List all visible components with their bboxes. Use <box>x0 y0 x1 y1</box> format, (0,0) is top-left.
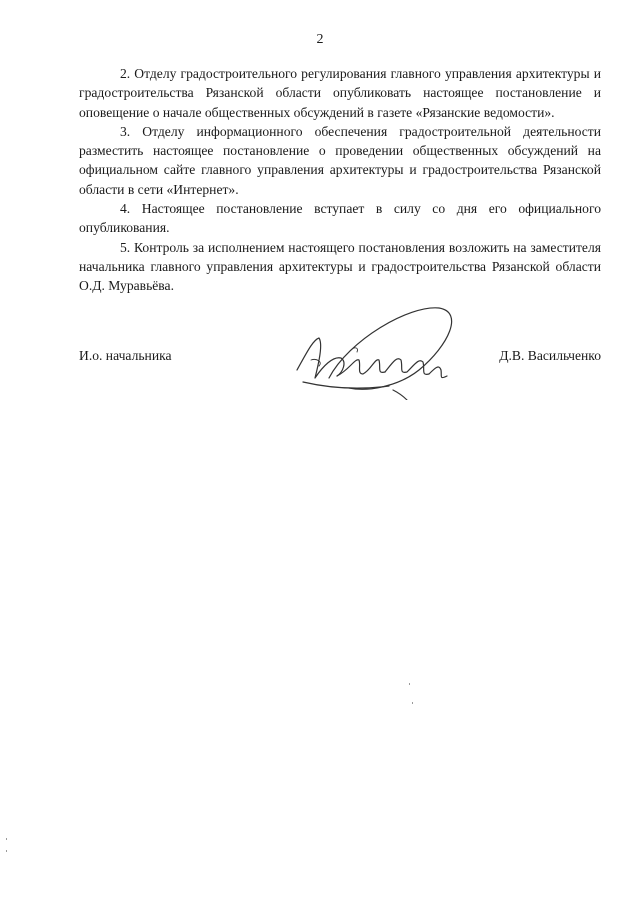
signatory-role: И.о. начальника <box>79 348 172 363</box>
scan-mark <box>6 850 7 852</box>
paragraph-4: 4. Настоящее постановление вступает в силу со дня его официального опубликования. <box>79 201 601 236</box>
scan-mark <box>412 702 413 704</box>
signature-block <box>79 300 601 400</box>
paragraph-5: 5. Контроль за исполнением настоящего постановления возложить на заместителя начальника главного управления архитектуры и градостроительства Рязанской области О.Д. Муравьёва. <box>79 239 601 294</box>
scan-mark <box>6 838 7 840</box>
signatory-name: Д.В. Васильченко <box>499 348 601 363</box>
handwritten-signature <box>289 300 464 400</box>
paragraph-3: 3. Отделу информационного обеспечения градостроительной деятельности разместить настоящее постановление о проведении общественных обсуждений на официальном сайте главного управления архитектуры и градостроительства Рязанской области в сети «Интернет». <box>79 123 601 197</box>
document-body <box>79 64 601 296</box>
paragraph-2: 2. Отделу градостроительного регулирования главного управления архитектуры и градостроительства Рязанской области опубликовать настоящее постановление и оповещение о начале общественных обсуждений в газете «Рязанские ведомости». <box>79 66 601 120</box>
page-number: 2 <box>316 32 324 47</box>
scan-mark <box>409 683 410 685</box>
